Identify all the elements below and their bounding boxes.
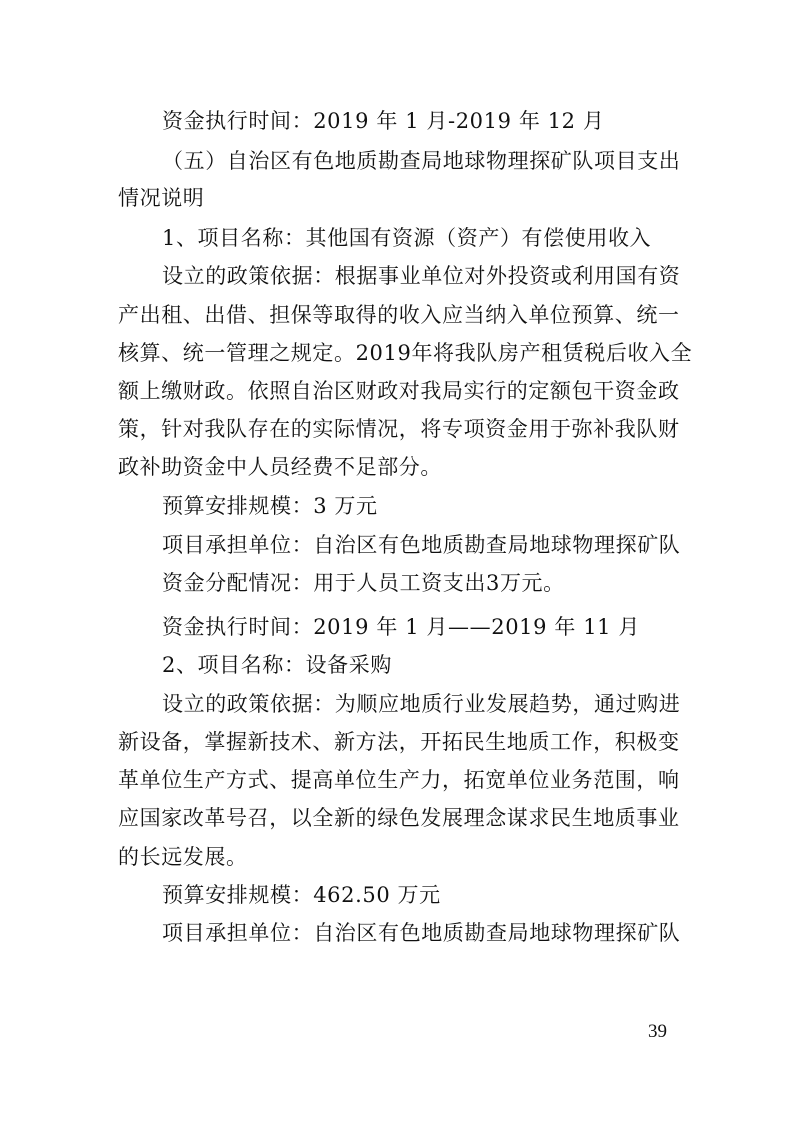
section-heading-line-1: （五）自治区有色地质勘查局地球物理探矿队项目支出	[162, 149, 681, 173]
policy-basis-2-line-4: 应国家改革号召，以全新的绿色发展理念谋求民生地质事业	[118, 806, 680, 830]
responsible-unit-line-2: 项目承担单位：自治区有色地质勘查局地球物理探矿队	[162, 921, 681, 945]
policy-basis-line-3: 核算、统一管理之规定。2019年将我队房产租赁税后收入全	[118, 341, 693, 365]
project-name-line-2: 2、项目名称：设备采购	[162, 653, 392, 677]
page-number: 39	[648, 1021, 667, 1042]
section-heading-line-2: 情况说明	[118, 186, 205, 210]
policy-basis-2-line-5: 的长远发展。	[118, 845, 248, 869]
policy-basis-line-1: 设立的政策依据：根据事业单位对外投资或利用国有资	[162, 264, 681, 288]
project-name-line-1: 1、项目名称：其他国有资源（资产）有偿使用收入	[162, 226, 652, 250]
policy-basis-line-2: 产出租、出借、担保等取得的收入应当纳入单位预算、统一	[118, 303, 680, 327]
fund-execution-time-line-2: 资金执行时间：2019 年 1 月——2019 年 11 月	[162, 615, 641, 639]
policy-basis-line-6: 政补助资金中人员经费不足部分。	[118, 455, 442, 479]
budget-scale-line-1: 预算安排规模：3 万元	[162, 494, 378, 518]
responsible-unit-line-1: 项目承担单位：自治区有色地质勘查局地球物理探矿队	[162, 533, 681, 557]
policy-basis-line-4: 额上缴财政。依照自治区财政对我局实行的定额包干资金政	[118, 379, 680, 403]
budget-scale-line-2: 预算安排规模：462.50 万元	[162, 883, 441, 907]
policy-basis-2-line-1: 设立的政策依据：为顺应地质行业发展趋势，通过购进	[162, 692, 681, 716]
policy-basis-2-line-2: 新设备，掌握新技术、新方法，开拓民生地质工作，积极变	[118, 730, 680, 754]
paragraph-line-fund-execution-time-2019-12: 资金执行时间：2019 年 1 月-2019 年 12 月	[162, 109, 605, 133]
policy-basis-line-5: 策，针对我队存在的实际情况，将专项资金用于弥补我队财	[118, 417, 680, 441]
fund-allocation-line-1: 资金分配情况：用于人员工资支出3万元。	[162, 571, 565, 595]
policy-basis-2-line-3: 革单位生产方式、提高单位生产力，拓宽单位业务范围，响	[118, 768, 680, 792]
